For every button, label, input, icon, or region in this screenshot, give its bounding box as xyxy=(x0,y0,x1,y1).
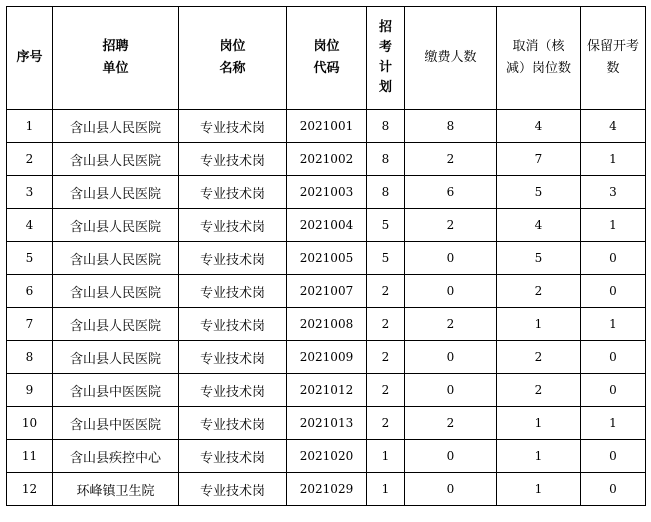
cell-unit: 含山县人民医院 xyxy=(53,209,179,242)
table-row xyxy=(7,209,646,242)
cell-paid: 2 xyxy=(405,143,497,176)
cell-unit: 含山县人民医院 xyxy=(53,143,179,176)
header-cancel: 取消（核 减）岗位数 xyxy=(497,7,581,110)
cell-post-name: 专业技术岗 xyxy=(179,242,287,275)
table-row xyxy=(7,110,646,143)
cell-unit: 含山县中医医院 xyxy=(53,374,179,407)
cell-post-code: 2021012 xyxy=(287,374,367,407)
cell-plan: 8 xyxy=(367,143,405,176)
cell-seq: 5 xyxy=(7,242,53,275)
cell-cancel: 4 xyxy=(497,110,581,143)
header-post-code: 岗位 代码 xyxy=(287,7,367,110)
cell-unit: 含山县人民医院 xyxy=(53,110,179,143)
cell-keep: 1 xyxy=(581,308,646,341)
cell-seq: 11 xyxy=(7,440,53,473)
cell-paid: 0 xyxy=(405,374,497,407)
cell-plan: 1 xyxy=(367,473,405,506)
table-row xyxy=(7,242,646,275)
cell-paid: 0 xyxy=(405,341,497,374)
cell-post-name: 专业技术岗 xyxy=(179,341,287,374)
cell-seq: 6 xyxy=(7,275,53,308)
table-row xyxy=(7,275,646,308)
cell-cancel: 5 xyxy=(497,176,581,209)
table-row xyxy=(7,374,646,407)
cell-post-code: 2021005 xyxy=(287,242,367,275)
cell-keep: 1 xyxy=(581,143,646,176)
header-unit: 招聘 单位 xyxy=(53,7,179,110)
cell-post-name: 专业技术岗 xyxy=(179,473,287,506)
cell-post-name: 专业技术岗 xyxy=(179,407,287,440)
cell-cancel: 1 xyxy=(497,473,581,506)
cell-plan: 2 xyxy=(367,308,405,341)
cell-seq: 2 xyxy=(7,143,53,176)
cell-cancel: 2 xyxy=(497,275,581,308)
cell-seq: 1 xyxy=(7,110,53,143)
cell-post-code: 2021002 xyxy=(287,143,367,176)
cell-plan: 2 xyxy=(367,341,405,374)
cell-paid: 8 xyxy=(405,110,497,143)
cell-keep: 0 xyxy=(581,341,646,374)
cell-plan: 1 xyxy=(367,440,405,473)
cell-post-name: 专业技术岗 xyxy=(179,308,287,341)
cell-post-name: 专业技术岗 xyxy=(179,176,287,209)
cell-paid: 0 xyxy=(405,275,497,308)
cell-unit: 含山县人民医院 xyxy=(53,308,179,341)
cell-post-name: 专业技术岗 xyxy=(179,440,287,473)
table-row xyxy=(7,143,646,176)
cell-paid: 2 xyxy=(405,407,497,440)
table-row xyxy=(7,341,646,374)
cell-post-name: 专业技术岗 xyxy=(179,209,287,242)
cell-keep: 1 xyxy=(581,209,646,242)
cell-paid: 0 xyxy=(405,473,497,506)
header-post-name: 岗位 名称 xyxy=(179,7,287,110)
cell-seq: 7 xyxy=(7,308,53,341)
table-row xyxy=(7,176,646,209)
cell-unit: 含山县人民医院 xyxy=(53,341,179,374)
cell-paid: 0 xyxy=(405,242,497,275)
cell-post-code: 2021013 xyxy=(287,407,367,440)
cell-post-code: 2021020 xyxy=(287,440,367,473)
cell-plan: 5 xyxy=(367,242,405,275)
cell-keep: 0 xyxy=(581,242,646,275)
cell-post-code: 2021007 xyxy=(287,275,367,308)
cell-cancel: 1 xyxy=(497,440,581,473)
cell-post-name: 专业技术岗 xyxy=(179,110,287,143)
cell-post-code: 2021029 xyxy=(287,473,367,506)
cell-post-name: 专业技术岗 xyxy=(179,143,287,176)
cell-paid: 2 xyxy=(405,308,497,341)
cell-keep: 0 xyxy=(581,473,646,506)
header-paid: 缴费人数 xyxy=(405,7,497,110)
cell-plan: 2 xyxy=(367,275,405,308)
cell-plan: 5 xyxy=(367,209,405,242)
cell-post-code: 2021003 xyxy=(287,176,367,209)
cell-cancel: 5 xyxy=(497,242,581,275)
cell-paid: 0 xyxy=(405,440,497,473)
cell-plan: 8 xyxy=(367,110,405,143)
cell-plan: 2 xyxy=(367,407,405,440)
cell-cancel: 7 xyxy=(497,143,581,176)
cell-seq: 10 xyxy=(7,407,53,440)
cell-keep: 3 xyxy=(581,176,646,209)
cell-post-name: 专业技术岗 xyxy=(179,275,287,308)
cell-keep: 4 xyxy=(581,110,646,143)
table-row xyxy=(7,308,646,341)
cell-keep: 0 xyxy=(581,275,646,308)
cell-plan: 2 xyxy=(367,374,405,407)
cell-keep: 0 xyxy=(581,374,646,407)
cell-seq: 4 xyxy=(7,209,53,242)
cell-post-code: 2021004 xyxy=(287,209,367,242)
table-body xyxy=(7,110,646,506)
cell-keep: 1 xyxy=(581,407,646,440)
cell-seq: 8 xyxy=(7,341,53,374)
cell-keep: 0 xyxy=(581,440,646,473)
cell-unit: 含山县疾控中心 xyxy=(53,440,179,473)
cell-unit: 含山县人民医院 xyxy=(53,275,179,308)
recruitment-table xyxy=(6,6,646,506)
cell-post-name: 专业技术岗 xyxy=(179,374,287,407)
cell-unit: 环峰镇卫生院 xyxy=(53,473,179,506)
table-row xyxy=(7,440,646,473)
table-header-row xyxy=(7,7,646,110)
cell-cancel: 2 xyxy=(497,374,581,407)
cell-cancel: 2 xyxy=(497,341,581,374)
cell-cancel: 1 xyxy=(497,308,581,341)
table-row xyxy=(7,473,646,506)
cell-post-code: 2021009 xyxy=(287,341,367,374)
cell-post-code: 2021001 xyxy=(287,110,367,143)
cell-plan: 8 xyxy=(367,176,405,209)
cell-unit: 含山县中医医院 xyxy=(53,407,179,440)
header-plan: 招 考 计 划 xyxy=(367,7,405,110)
cell-cancel: 1 xyxy=(497,407,581,440)
cell-paid: 6 xyxy=(405,176,497,209)
cell-post-code: 2021008 xyxy=(287,308,367,341)
cell-unit: 含山县人民医院 xyxy=(53,242,179,275)
cell-paid: 2 xyxy=(405,209,497,242)
cell-cancel: 4 xyxy=(497,209,581,242)
cell-seq: 12 xyxy=(7,473,53,506)
cell-unit: 含山县人民医院 xyxy=(53,176,179,209)
header-seq: 序号 xyxy=(7,7,53,110)
table-row xyxy=(7,407,646,440)
cell-seq: 9 xyxy=(7,374,53,407)
cell-seq: 3 xyxy=(7,176,53,209)
header-keep: 保留开考 数 xyxy=(581,7,646,110)
